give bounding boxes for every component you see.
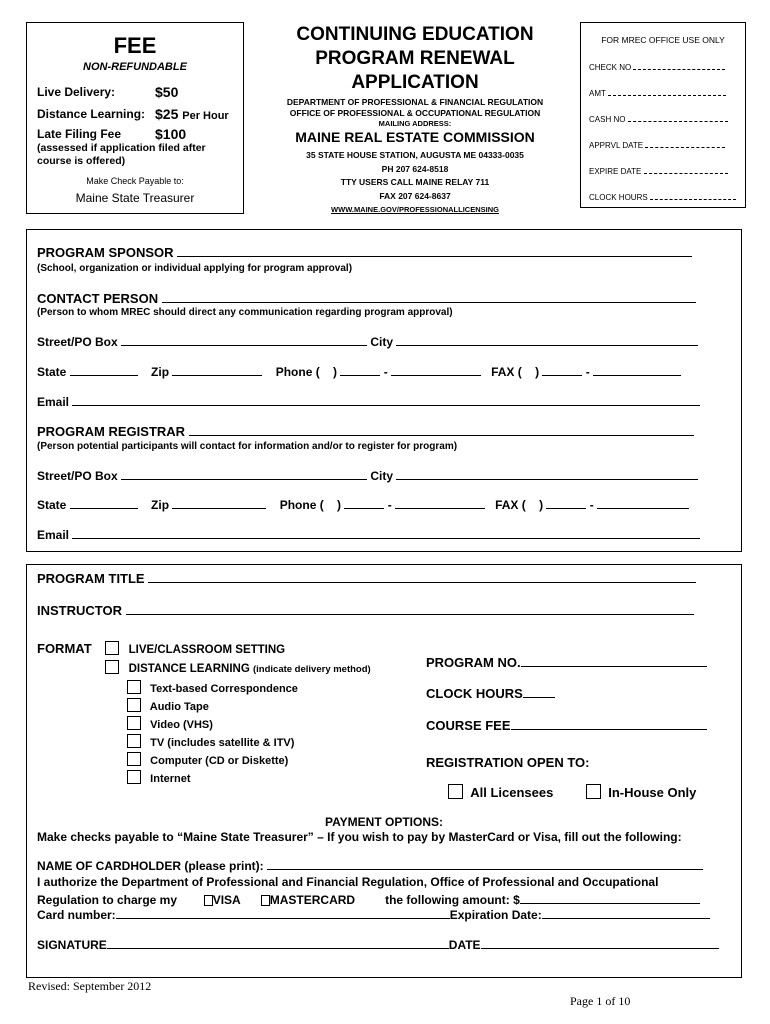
method-checkbox[interactable]: [127, 716, 141, 730]
format-distance-option[interactable]: DISTANCE LEARNING (indicate delivery method): [105, 660, 371, 675]
in-house-option[interactable]: In-House Only: [586, 784, 696, 800]
method-checkbox[interactable]: [127, 680, 141, 694]
cash-no-field[interactable]: CASH NO: [589, 114, 737, 124]
fee-box: [26, 22, 244, 214]
cardholder-row[interactable]: NAME OF CARDHOLDER (please print):: [37, 859, 703, 873]
registration-open-label: REGISTRATION OPEN TO:: [426, 755, 590, 770]
form-title-line1: CONTINUING EDUCATION: [296, 24, 534, 45]
course-fee-row[interactable]: COURSE FEE: [426, 718, 707, 733]
commission-name: MAINE REAL ESTATE COMMISSION: [295, 129, 535, 145]
amt-field[interactable]: AMT: [589, 88, 737, 98]
late-filing-label: Late Filing Fee: [37, 127, 122, 141]
registrar-email-row[interactable]: Email: [37, 528, 700, 542]
live-checkbox[interactable]: [105, 641, 119, 655]
revised-date: Revised: September 2012: [28, 979, 152, 993]
mastercard-checkbox[interactable]: [261, 895, 270, 906]
method-checkbox[interactable]: [127, 770, 141, 784]
method-checkbox[interactable]: [127, 734, 141, 748]
sponsor-email-row[interactable]: Email: [37, 395, 700, 409]
format-live-option[interactable]: LIVE/CLASSROOM SETTING: [105, 641, 285, 656]
program-sponsor-row[interactable]: PROGRAM SPONSOR: [37, 245, 692, 260]
method-computer[interactable]: Computer (CD or Diskette): [127, 752, 288, 767]
method-audio-tape[interactable]: Audio Tape: [127, 698, 209, 713]
live-delivery-fee: $50: [155, 84, 179, 100]
office-use-box: [580, 22, 746, 208]
signature-row[interactable]: SIGNATURE DATE: [37, 938, 719, 952]
late-filing-fee: $100: [155, 126, 187, 142]
form-title-line2: PROGRAM RENEWAL: [315, 48, 515, 69]
registrar-state-row[interactable]: State Zip Phone ( ) - FAX ( ) -: [37, 498, 689, 512]
office-use-title: FOR MREC OFFICE USE ONLY: [601, 35, 725, 45]
method-text-correspondence[interactable]: Text-based Correspondence: [127, 680, 298, 695]
all-licensees-checkbox[interactable]: [448, 784, 463, 799]
contact-person-hint: (Person to whom MREC should direct any communication regarding program approval): [37, 307, 453, 318]
late-filing-note: (assessed if application filed after course is offered): [37, 142, 206, 167]
payee-name: Maine State Treasurer: [75, 191, 195, 205]
program-no-row[interactable]: PROGRAM NO.: [426, 655, 707, 670]
live-delivery-label: Live Delivery:: [37, 85, 116, 99]
instructor-row[interactable]: INSTRUCTOR: [37, 603, 694, 618]
commission-fax: FAX 207 624-8637: [379, 191, 451, 201]
program-title-row[interactable]: PROGRAM TITLE: [37, 571, 696, 586]
program-sponsor-hint: (School, organization or individual applying for program approval): [37, 263, 353, 274]
authorize-text: I authorize the Department of Professional and Financial Regulation, Office of Professional and Occupational: [37, 875, 659, 889]
fee-subtitle: NON-REFUNDABLE: [83, 61, 187, 73]
payment-heading: PAYMENT OPTIONS:: [324, 815, 443, 829]
mailing-address-label: MAILING ADDRESS:: [378, 119, 452, 128]
commission-tty: TTY USERS CALL MAINE RELAY 711: [340, 177, 490, 187]
website-link[interactable]: WWW.MAINE.GOV/PROFESSIONALLICENSING: [331, 205, 499, 214]
distance-checkbox[interactable]: [105, 660, 119, 674]
approval-date-field[interactable]: APPRVL DATE: [589, 140, 737, 150]
method-checkbox[interactable]: [127, 698, 141, 712]
format-label: FORMAT: [37, 641, 92, 656]
expire-date-field[interactable]: EXPIRE DATE: [589, 166, 737, 176]
check-payable-label: Make Check Payable to:: [86, 176, 184, 186]
commission-phone: PH 207 624-8518: [381, 164, 449, 174]
program-registrar-hint: (Person potential participants will contact for information and/or to register for program): [37, 441, 458, 452]
sponsor-street-row[interactable]: Street/PO Box City: [37, 335, 698, 349]
method-internet[interactable]: Internet: [127, 770, 191, 785]
contact-person-row[interactable]: CONTACT PERSON: [37, 291, 696, 306]
distance-learning-fee: $25 Per Hour: [155, 106, 229, 122]
card-number-row[interactable]: Card number: Expiration Date:: [37, 908, 710, 922]
page-number: Page 1 of 10: [570, 994, 631, 1008]
commission-address: 35 STATE HOUSE STATION, AUGUSTA ME 04333-0035: [306, 150, 524, 160]
method-checkbox[interactable]: [127, 752, 141, 766]
charge-row[interactable]: Regulation to charge my VISA MASTERCARD the following amount: $: [37, 893, 700, 907]
visa-checkbox[interactable]: [204, 895, 213, 906]
fee-title: FEE: [113, 33, 157, 58]
clock-hours-row[interactable]: CLOCK HOURS: [426, 686, 555, 701]
registrar-street-row[interactable]: Street/PO Box City: [37, 469, 698, 483]
office-line: OFFICE OF PROFESSIONAL & OCCUPATIONAL REGULATION: [289, 108, 541, 118]
check-no-field[interactable]: CHECK NO: [589, 62, 737, 72]
in-house-checkbox[interactable]: [586, 784, 601, 799]
all-licensees-option[interactable]: All Licensees: [448, 784, 553, 800]
clock-hours-office-field[interactable]: CLOCK HOURS: [589, 192, 737, 202]
program-registrar-row[interactable]: PROGRAM REGISTRAR: [37, 424, 694, 439]
department-line: DEPARTMENT OF PROFESSIONAL & FINANCIAL REGULATION: [286, 97, 544, 107]
form-title-line3: APPLICATION: [351, 72, 479, 93]
method-video[interactable]: Video (VHS): [127, 716, 213, 731]
payment-instructions: Make checks payable to “Maine State Treasurer” – If you wish to pay by MasterCard or Visa, fill out the following:: [37, 830, 682, 844]
method-tv[interactable]: TV (includes satellite & ITV): [127, 734, 294, 749]
distance-learning-label: Distance Learning:: [37, 107, 146, 121]
sponsor-state-row[interactable]: State Zip Phone ( ) - FAX ( ) -: [37, 365, 681, 379]
